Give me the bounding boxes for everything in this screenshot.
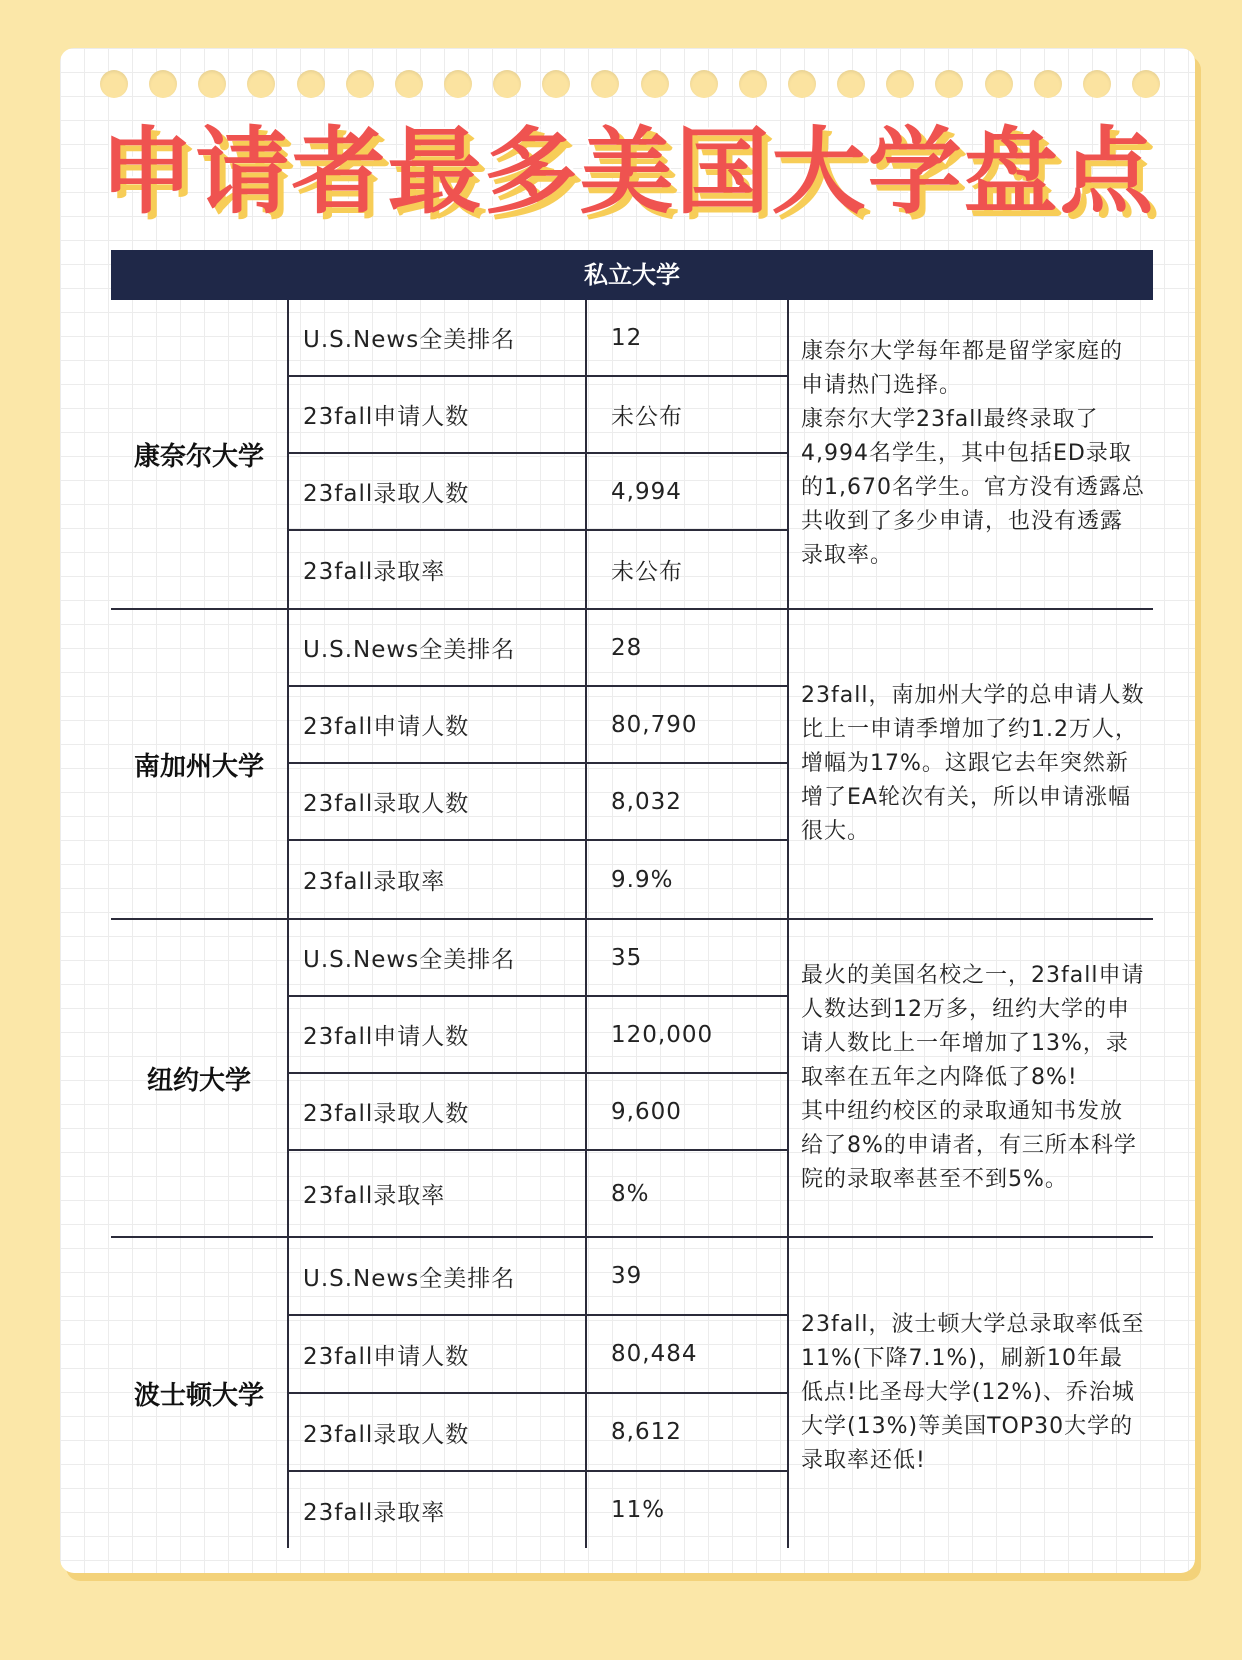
table-row <box>287 1394 787 1472</box>
row-value: 80,790 <box>611 711 698 738</box>
dot-decoration <box>542 70 570 98</box>
row-value: 9,600 <box>611 1098 682 1125</box>
table-row <box>287 764 787 841</box>
table-row <box>287 1074 787 1151</box>
row-value: 120,000 <box>611 1021 714 1048</box>
dot-decoration <box>1132 70 1160 98</box>
row-label: U.S.News全美排名 <box>287 1238 587 1314</box>
row-label: 23fall录取人数 <box>287 1394 587 1470</box>
row-value: 80,484 <box>611 1341 698 1367</box>
row-value: 8% <box>611 1180 650 1207</box>
row-value: 39 <box>611 1263 643 1289</box>
university-description: 23fall，南加州大学的总申请人数比上一申请季增加了约1.2万人，增幅为17%。这跟它去年突然新增了EA轮次有关，所以申请涨幅很大。 <box>787 610 1153 918</box>
university-name: 南加州大学 <box>111 610 289 918</box>
university-block <box>111 300 1153 610</box>
dot-decoration <box>935 70 963 98</box>
dot-decoration <box>1034 70 1062 98</box>
table-row <box>287 1151 787 1236</box>
university-description: 康奈尔大学每年都是留学家庭的申请热门选择。 康奈尔大学23fall最终录取了4,994名学生，其中包括ED录取的1,670名学生。官方没有透露总共收到了多少申请，也没有透露录取率。 <box>787 300 1153 608</box>
row-label: U.S.News全美排名 <box>287 610 587 685</box>
table-row <box>287 1472 787 1548</box>
dot-decoration <box>149 70 177 98</box>
table-row <box>287 610 787 687</box>
university-description: 23fall，波士顿大学总录取率低至11%(下降7.1%)，刷新10年最低点!比圣母大学(12%)、乔治城大学(13%)等美国TOP30大学的录取率还低! <box>787 1238 1153 1548</box>
university-block <box>111 920 1153 1238</box>
table-row <box>287 920 787 997</box>
row-label: U.S.News全美排名 <box>287 300 587 375</box>
row-label: 23fall录取率 <box>287 531 587 608</box>
dot-decoration <box>100 70 128 98</box>
row-value: 35 <box>611 944 643 971</box>
row-label: 23fall录取率 <box>287 1151 587 1236</box>
row-label: 23fall录取率 <box>287 841 587 918</box>
row-label: 23fall申请人数 <box>287 1316 587 1392</box>
dot-decoration <box>493 70 521 98</box>
table-row <box>287 377 787 454</box>
university-description: 最火的美国名校之一，23fall申请人数达到12万多，纽约大学的申请人数比上一年增加了13%，录取率在五年之内降低了8%! 其中纽约校区的录取通知书发放给了8%的申请者，有三所本科学院的录取率甚至不到5%。 <box>787 920 1153 1236</box>
dot-decoration <box>886 70 914 98</box>
table-row <box>287 300 787 377</box>
decorative-dots <box>100 70 1160 104</box>
university-name: 波士顿大学 <box>111 1238 289 1548</box>
row-value: 28 <box>611 634 643 661</box>
row-value: 11% <box>611 1497 666 1523</box>
dot-decoration <box>346 70 374 98</box>
row-value: 未公布 <box>611 404 683 430</box>
table-row <box>287 454 787 531</box>
row-value: 未公布 <box>611 559 683 585</box>
row-label: 23fall申请人数 <box>287 687 587 762</box>
dot-decoration <box>837 70 865 98</box>
dot-decoration <box>247 70 275 98</box>
university-table <box>111 250 1153 1526</box>
row-label: 23fall申请人数 <box>287 997 587 1072</box>
row-label: U.S.News全美排名 <box>287 920 587 995</box>
dot-decoration <box>198 70 226 98</box>
dot-decoration <box>788 70 816 98</box>
row-value: 8,032 <box>611 788 682 815</box>
table-row <box>287 531 787 608</box>
table-header: 私立大学 <box>111 250 1153 300</box>
dot-decoration <box>739 70 767 98</box>
table-row <box>287 997 787 1074</box>
page-title: 申请者最多美国大学盘点 <box>99 118 1156 227</box>
dot-decoration <box>591 70 619 98</box>
row-label: 23fall录取人数 <box>287 1074 587 1149</box>
table-row <box>287 687 787 764</box>
university-name: 康奈尔大学 <box>111 300 289 608</box>
table-row <box>287 1316 787 1394</box>
university-name: 纽约大学 <box>111 920 289 1236</box>
dot-decoration <box>444 70 472 98</box>
row-label: 23fall录取人数 <box>287 454 587 529</box>
table-row <box>287 1238 787 1316</box>
row-value: 8,612 <box>611 1419 682 1445</box>
dot-decoration <box>297 70 325 98</box>
row-value: 12 <box>611 324 643 351</box>
row-value: 4,994 <box>611 478 682 505</box>
dot-decoration <box>395 70 423 98</box>
dot-decoration <box>1083 70 1111 98</box>
row-label: 23fall录取率 <box>287 1472 587 1548</box>
row-value: 9.9% <box>611 866 674 893</box>
dot-decoration <box>985 70 1013 98</box>
university-block <box>111 610 1153 920</box>
table-row <box>287 841 787 918</box>
dot-decoration <box>690 70 718 98</box>
dot-decoration <box>641 70 669 98</box>
row-label: 23fall申请人数 <box>287 377 587 452</box>
university-block <box>111 1238 1153 1548</box>
row-label: 23fall录取人数 <box>287 764 587 839</box>
